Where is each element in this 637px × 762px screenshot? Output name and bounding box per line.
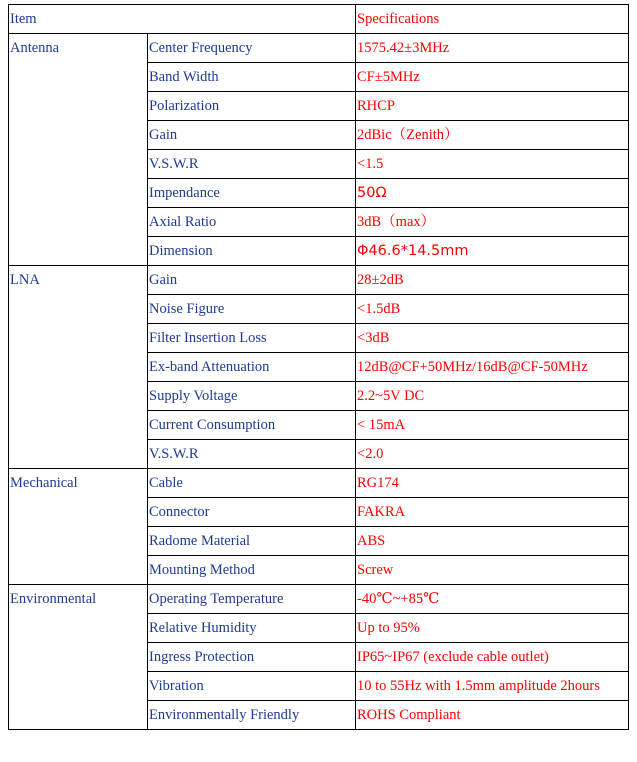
value-cell: <3dB [356,324,629,353]
value-cell: Screw [356,556,629,585]
parameter-cell: Polarization [148,92,356,121]
value-cell: 1575.42±3MHz [356,34,629,63]
parameter-cell: Vibration [148,672,356,701]
table-row [9,585,629,614]
parameter-cell: Dimension [148,237,356,266]
value-cell: RG174 [356,469,629,498]
parameter-cell: Gain [148,121,356,150]
parameter-cell: Impendance [148,179,356,208]
parameter-cell: V.S.W.R [148,440,356,469]
value-cell: IP65~IP67 (exclude cable outlet) [356,643,629,672]
value-cell: RHCP [356,92,629,121]
specifications-table-body [9,5,629,730]
header-row [9,5,629,34]
value-cell: Φ46.6*14.5mm [356,237,629,266]
value-cell: 2.2~5V DC [356,382,629,411]
category-cell: Environmental [9,585,148,730]
parameter-cell: Current Consumption [148,411,356,440]
value-cell: <1.5 [356,150,629,179]
parameter-cell: Ex-band Attenuation [148,353,356,382]
parameter-cell: Relative Humidity [148,614,356,643]
value-cell: FAKRA [356,498,629,527]
parameter-cell: Ingress Protection [148,643,356,672]
table-row [9,34,629,63]
category-cell: LNA [9,266,148,469]
parameter-cell: Axial Ratio [148,208,356,237]
header-item: Item [9,5,356,34]
value-cell: 12dB@CF+50MHz/16dB@CF-50MHz [356,353,629,382]
value-cell: 2dBic（Zenith） [356,121,629,150]
parameter-cell: Operating Temperature [148,585,356,614]
value-cell: Up to 95% [356,614,629,643]
parameter-cell: Supply Voltage [148,382,356,411]
value-cell: CF±5MHz [356,63,629,92]
value-cell: <2.0 [356,440,629,469]
table-row [9,266,629,295]
value-cell: ABS [356,527,629,556]
parameter-cell: Gain [148,266,356,295]
parameter-cell: Environmentally Friendly [148,701,356,730]
table-row [9,469,629,498]
category-cell: Antenna [9,34,148,266]
value-cell: 10 to 55Hz with 1.5mm amplitude 2hours [356,672,629,701]
header-specifications: Specifications [356,5,629,34]
parameter-cell: Radome Material [148,527,356,556]
value-cell: 3dB（max） [356,208,629,237]
value-cell: <1.5dB [356,295,629,324]
parameter-cell: Connector [148,498,356,527]
parameter-cell: V.S.W.R [148,150,356,179]
parameter-cell: Center Frequency [148,34,356,63]
parameter-cell: Noise Figure [148,295,356,324]
category-cell: Mechanical [9,469,148,585]
value-cell: -40℃~+85℃ [356,585,629,614]
value-cell: ROHS Compliant [356,701,629,730]
parameter-cell: Cable [148,469,356,498]
value-cell: 50Ω [356,179,629,208]
specifications-table [8,4,629,730]
parameter-cell: Filter Insertion Loss [148,324,356,353]
value-cell: 28±2dB [356,266,629,295]
parameter-cell: Mounting Method [148,556,356,585]
value-cell: < 15mA [356,411,629,440]
parameter-cell: Band Width [148,63,356,92]
